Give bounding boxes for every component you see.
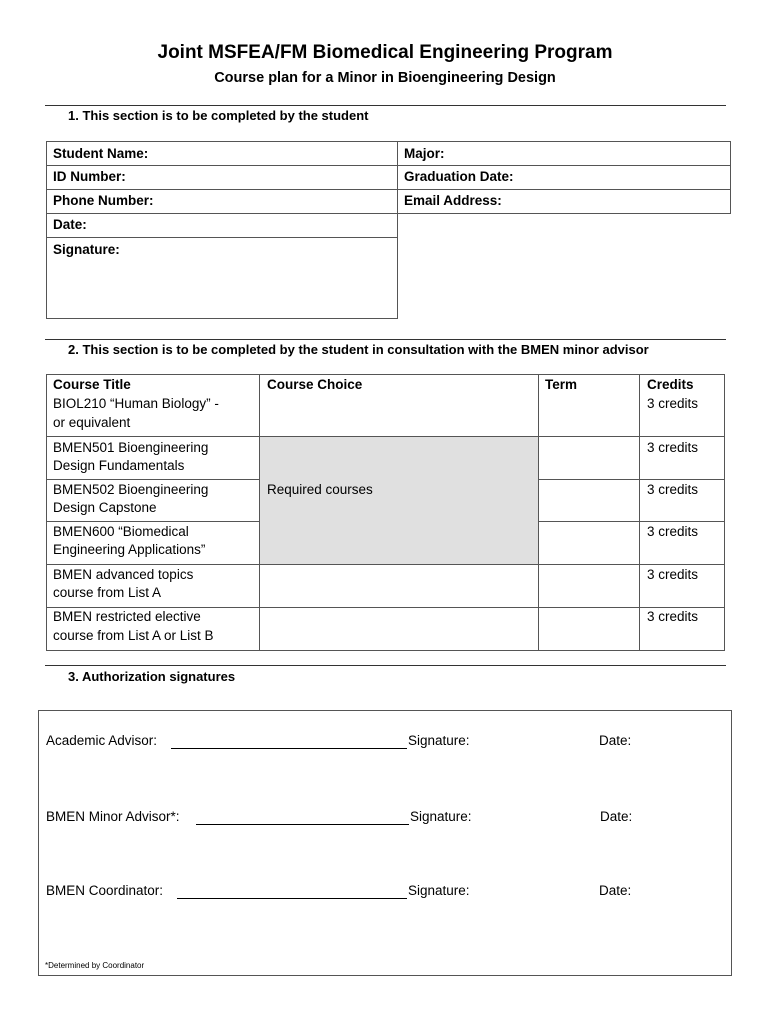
page-title: Joint MSFEA/FM Biomedical Engineering Program	[157, 42, 613, 63]
course-credits: 3 credits	[647, 567, 699, 582]
date-field[interactable]: Date:	[53, 217, 87, 232]
row-divider	[46, 213, 398, 214]
signature-field[interactable]: Signature:	[53, 242, 120, 257]
footnote: *Determined by Coordinator	[45, 961, 145, 970]
course-choice-input[interactable]	[260, 565, 538, 606]
major-field[interactable]: Major:	[404, 146, 445, 161]
course-credits: 3 credits	[647, 524, 699, 539]
course-title: BMEN advanced topics	[53, 567, 194, 582]
section3-heading: 3. Authorization signatures	[68, 669, 236, 684]
column-header-course-choice: Course Choice	[267, 377, 363, 392]
course-title: BMEN restricted elective	[53, 609, 201, 624]
section3-rule	[45, 665, 726, 666]
course-credits: 3 credits	[647, 609, 699, 624]
term-input[interactable]	[539, 565, 639, 606]
graduation-date-field[interactable]: Graduation Date:	[404, 169, 514, 184]
term-input[interactable]	[539, 480, 639, 520]
course-title: course from List A	[53, 585, 162, 600]
student-name-field[interactable]: Student Name:	[53, 146, 149, 161]
section1-rule	[45, 105, 726, 106]
course-title: BMEN502 Bioengineering	[53, 482, 209, 497]
course-credits: 3 credits	[647, 396, 699, 411]
table-row-divider	[46, 479, 260, 480]
section2-rule	[45, 339, 726, 340]
page-subtitle: Course plan for a Minor in Bioengineering Design	[214, 70, 556, 86]
course-choice-input[interactable]	[260, 608, 538, 650]
section1-heading: 1. This section is to be completed by the student	[68, 108, 369, 123]
academic-advisor-date-label: Date:	[599, 733, 632, 748]
column-header-credits: Credits	[647, 377, 694, 392]
course-title: Design Capstone	[53, 500, 157, 515]
minor-advisor-label: BMEN Minor Advisor*:	[46, 809, 180, 824]
academic-advisor-signature-label: Signature:	[408, 733, 470, 748]
academic-advisor-line[interactable]	[171, 734, 407, 749]
minor-advisor-line[interactable]	[196, 810, 409, 825]
phone-number-field[interactable]: Phone Number:	[53, 193, 154, 208]
term-input[interactable]	[539, 395, 639, 435]
column-divider	[639, 374, 640, 651]
row-divider	[46, 189, 731, 190]
coordinator-signature-label: Signature:	[408, 883, 470, 898]
minor-advisor-date-label: Date:	[600, 809, 633, 824]
required-courses-label: Required courses	[267, 482, 373, 497]
course-title: or equivalent	[53, 415, 131, 430]
coordinator-date-label: Date:	[599, 883, 632, 898]
course-title: BMEN501 Bioengineering	[53, 440, 209, 455]
id-number-field[interactable]: ID Number:	[53, 169, 126, 184]
row-divider	[46, 165, 731, 166]
term-input[interactable]	[539, 437, 639, 478]
academic-advisor-label: Academic Advisor:	[46, 733, 158, 748]
section2-heading: 2. This section is to be completed by the student in consultation with the BMEN minor advisor	[68, 342, 649, 357]
minor-advisor-signature-label: Signature:	[410, 809, 472, 824]
table-row-divider	[46, 521, 260, 522]
term-input[interactable]	[539, 522, 639, 563]
coordinator-line[interactable]	[177, 884, 407, 899]
course-choice-input[interactable]	[260, 395, 538, 435]
term-input[interactable]	[539, 608, 639, 650]
course-credits: 3 credits	[647, 482, 699, 497]
course-credits: 3 credits	[647, 440, 699, 455]
course-title: course from List A or List B	[53, 628, 214, 643]
course-title: BIOL210 “Human Biology” -	[53, 396, 219, 411]
email-address-field[interactable]: Email Address:	[404, 193, 502, 208]
course-title: BMEN600 “Biomedical	[53, 524, 189, 539]
column-header-course-title: Course Title	[53, 377, 131, 392]
column-header-term: Term	[545, 377, 578, 392]
course-title: Design Fundamentals	[53, 458, 185, 473]
course-title: Engineering Applications”	[53, 542, 206, 557]
row-divider	[46, 237, 398, 238]
coordinator-label: BMEN Coordinator:	[46, 883, 164, 898]
